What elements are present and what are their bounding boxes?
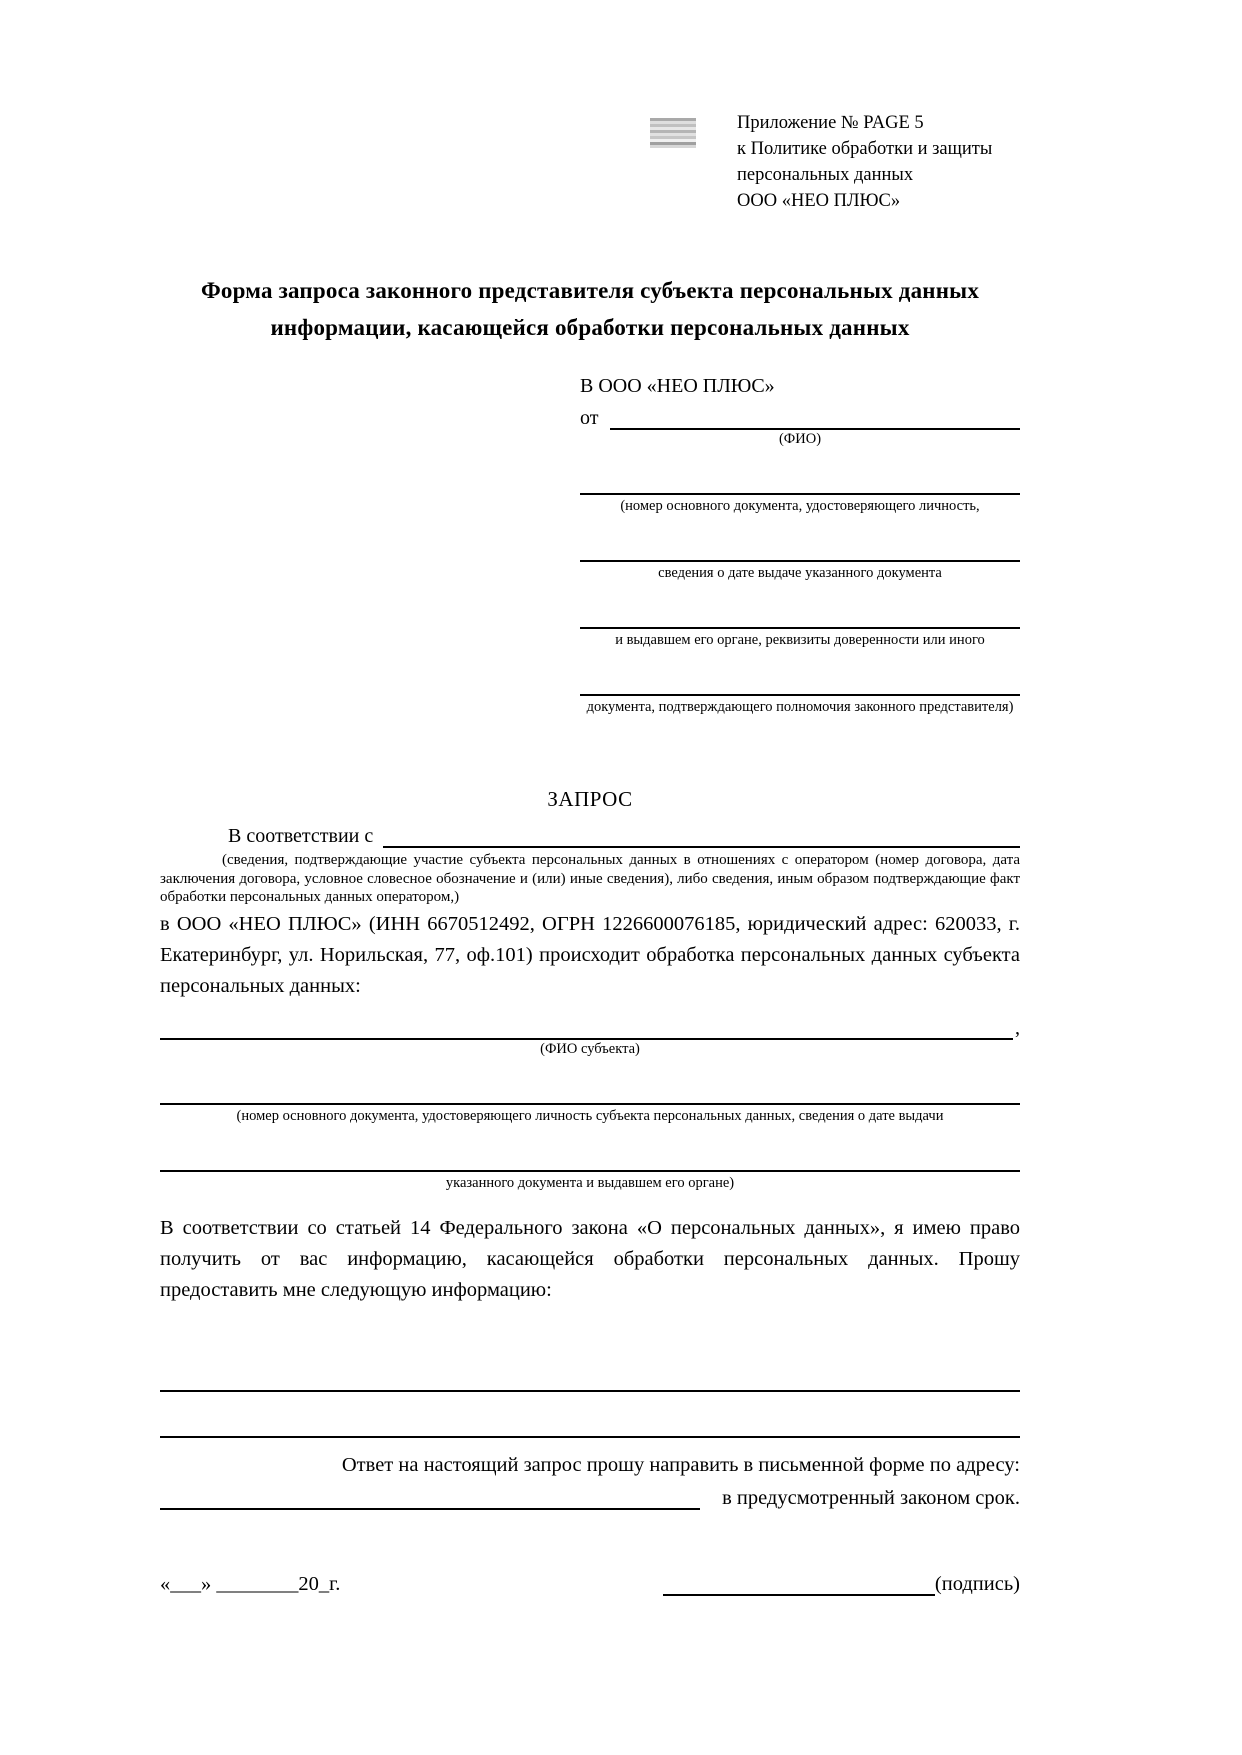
appendix-line-1: Приложение № PAGE 5 — [737, 113, 924, 133]
accordance-row — [160, 821, 1020, 848]
request-heading: ЗАПРОС — [547, 787, 633, 811]
fill-line — [160, 1152, 1020, 1172]
addressee-to: В ООО «НЕО ПЛЮС» — [580, 375, 775, 397]
date-signature-row — [160, 1566, 1020, 1596]
appendix-line-4: ООО «НЕО ПЛЮС» — [737, 191, 901, 211]
fill-line-caption: документа, подтверждающего полномочия законного представителя) — [586, 699, 1014, 715]
information-fill-line-2 — [160, 1392, 1020, 1438]
information-fill-line-1 — [160, 1346, 1020, 1392]
subject-doc-field-1 — [160, 1085, 1020, 1126]
accordance-label: В соответствии с — [228, 825, 374, 847]
appendix-line-3: персональных данных — [737, 165, 914, 185]
fill-line — [580, 676, 1020, 696]
embedded-image-icon — [650, 118, 696, 148]
accordance-fill-line — [383, 823, 1020, 848]
appendix-reference — [737, 110, 992, 214]
accordance-note: (сведения, подтверждающие участие субъекта персональных данных в отношениях с оператором (номер договора, дата заключения договора, условное словесное обозначение и (или) иные сведения), либо сведения, иным образом подтверждающие факт обработки персональных данных оператором,) — [160, 852, 1020, 905]
representative-doc-field-3 — [580, 609, 1020, 650]
fio-caption: (ФИО) — [778, 431, 822, 447]
answer-tail: в предусмотренный законом срок. — [722, 1486, 1020, 1509]
representative-doc-field-1 — [580, 475, 1020, 516]
trailing-comma: , — [1015, 1016, 1020, 1039]
representative-doc-field-4 — [580, 676, 1020, 717]
fill-line — [160, 1085, 1020, 1105]
document-title: Форма запроса законного представителя субъекта персональных данных информации, касающейся обработки персональных данных — [200, 278, 980, 340]
fill-line-caption: указанного документа и выдавшем его органе) — [445, 1174, 735, 1191]
signature-fill-line — [663, 1572, 935, 1596]
signature-caption: (подпись) — [934, 1572, 1020, 1595]
operator-paragraph: в ООО «НЕО ПЛЮС» (ИНН 6670512492, ОГРН 1226600076185, юридический адрес: 620033, г. Екатеринбург, ул. Норильская, 77, оф.101) происходит обработка персональных данных субъекта персональных данных: — [160, 912, 1020, 997]
fill-line — [580, 542, 1020, 562]
fill-line-caption: и выдавшем его органе, реквизиты доверенности или иного — [615, 632, 985, 648]
from-label: от — [580, 407, 599, 429]
from-fio-fill-line — [610, 406, 1020, 430]
addressee-block — [580, 372, 1020, 717]
from-row — [580, 404, 1020, 430]
subject-doc-field-2 — [160, 1152, 1020, 1193]
fill-line — [580, 609, 1020, 629]
fill-line-caption: (номер основного документа, удостоверяющего личность, — [620, 498, 980, 514]
date-blank: «___» ________20_г. — [160, 1572, 341, 1595]
subject-fio-caption: (ФИО субъекта) — [540, 1040, 640, 1057]
document-header — [160, 110, 1020, 238]
fill-line-caption: (номер основного документа, удостоверяющего личность субъекта персональных данных, сведения о дате выдачи — [236, 1107, 944, 1124]
fill-line — [580, 475, 1020, 495]
answer-line: Ответ на настоящий запрос прошу направить в письменной форме по адресу: — [341, 1453, 1020, 1476]
appendix-line-2: к Политике обработки и защиты — [737, 139, 993, 159]
address-fill-line — [160, 1484, 700, 1510]
law-paragraph: В соответствии со статьей 14 Федерального закона «О персональных данных», я имею право получить от вас информацию, касающейся обработки персональных данных. Прошу предоставить мне следующую информацию: — [160, 1216, 1020, 1301]
fill-line-caption: сведения о дате выдаче указанного документа — [658, 565, 942, 581]
representative-doc-field-2 — [580, 542, 1020, 583]
subject-fio-fill-line — [160, 1018, 1013, 1040]
answer-address-row — [160, 1480, 1020, 1510]
subject-fio-row — [160, 1016, 1020, 1040]
